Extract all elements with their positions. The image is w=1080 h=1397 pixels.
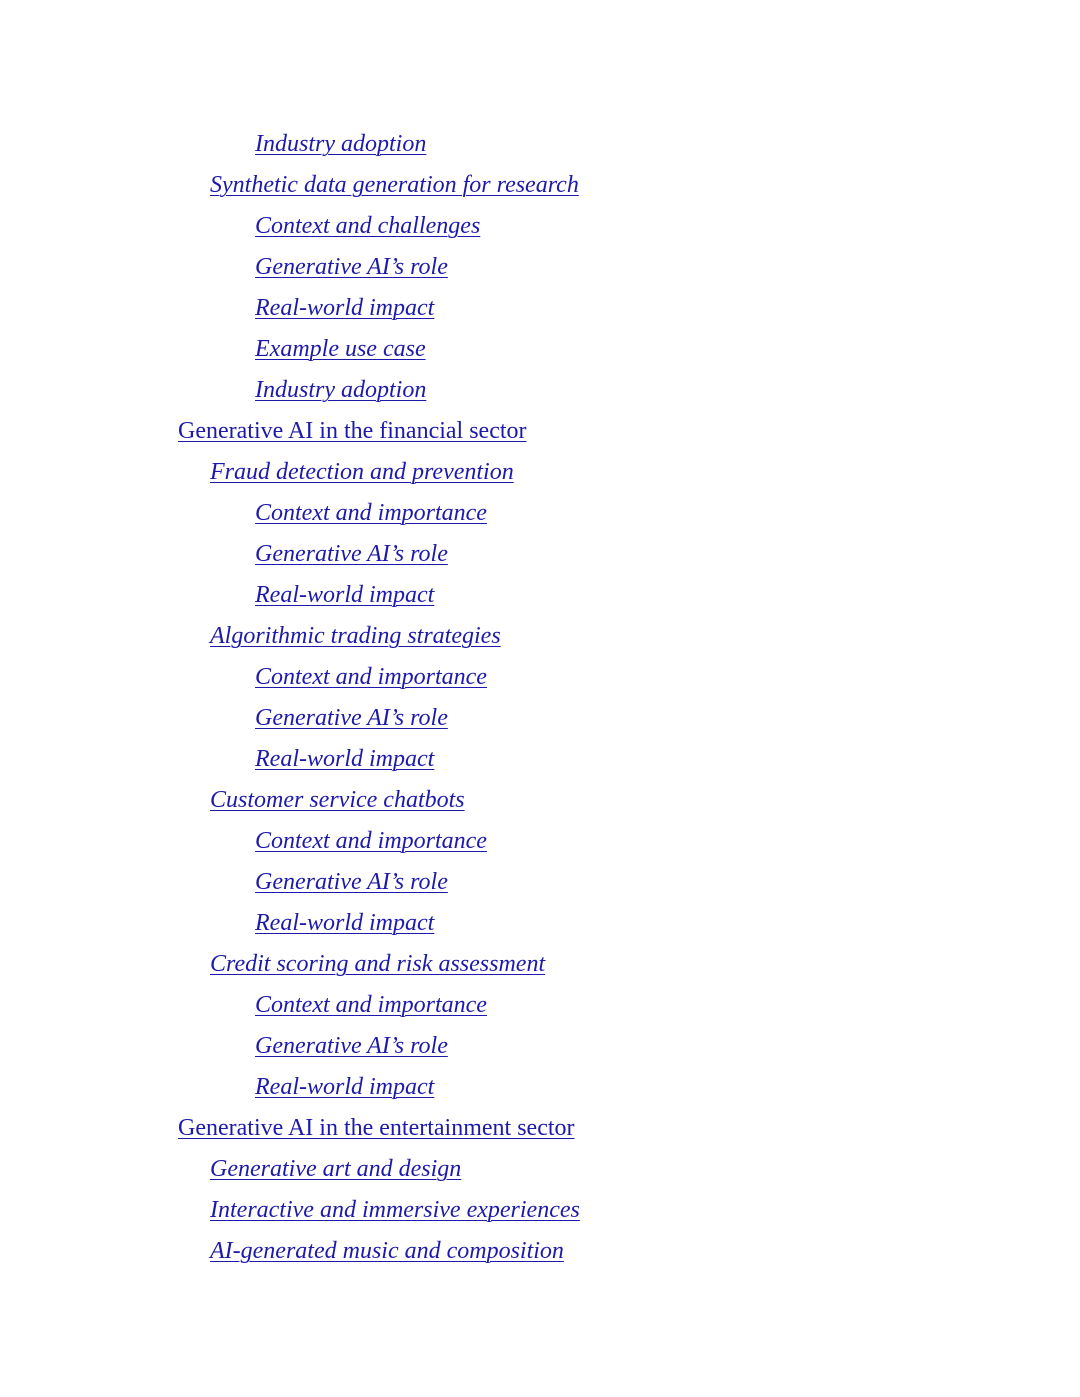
- toc-entry-level-1: [0, 411, 1080, 452]
- toc-link[interactable]: Industry adoption: [255, 377, 427, 403]
- toc-entry-level-1: [0, 1108, 1080, 1149]
- toc-entry-level-3: [0, 1026, 1080, 1067]
- toc-link[interactable]: Example use case: [255, 336, 426, 362]
- toc-entry-level-3: [0, 206, 1080, 247]
- toc-link[interactable]: Generative AI’s role: [255, 254, 448, 280]
- toc-entry-level-2: [0, 165, 1080, 206]
- table-of-contents: [0, 124, 1080, 1272]
- toc-link[interactable]: Fraud detection and prevention: [210, 459, 514, 485]
- toc-entry-level-2: [0, 780, 1080, 821]
- toc-entry-level-2: [0, 452, 1080, 493]
- toc-link[interactable]: Synthetic data generation for research: [210, 172, 579, 198]
- toc-entry-level-3: [0, 698, 1080, 739]
- toc-entry-level-2: [0, 1190, 1080, 1231]
- toc-link[interactable]: AI-generated music and composition: [210, 1238, 564, 1264]
- toc-entry-level-3: [0, 493, 1080, 534]
- toc-entry-level-2: [0, 616, 1080, 657]
- toc-link[interactable]: Industry adoption: [255, 131, 427, 157]
- toc-entry-level-3: [0, 657, 1080, 698]
- toc-entry-level-3: [0, 903, 1080, 944]
- toc-link[interactable]: Generative AI’s role: [255, 869, 448, 895]
- toc-link[interactable]: Interactive and immersive experiences: [210, 1197, 580, 1223]
- toc-entry-level-3: [0, 124, 1080, 165]
- toc-link[interactable]: Generative art and design: [210, 1156, 462, 1182]
- toc-entry-level-3: [0, 862, 1080, 903]
- toc-entry-level-3: [0, 1067, 1080, 1108]
- toc-link[interactable]: Context and importance: [255, 664, 487, 690]
- toc-entry-level-3: [0, 329, 1080, 370]
- toc-link[interactable]: Real-world impact: [255, 582, 435, 608]
- toc-link[interactable]: Context and importance: [255, 992, 487, 1018]
- toc-link[interactable]: Real-world impact: [255, 1074, 435, 1100]
- toc-entry-level-2: [0, 1231, 1080, 1272]
- toc-entry-level-3: [0, 247, 1080, 288]
- toc-link[interactable]: Generative AI in the financial sector: [178, 418, 527, 444]
- toc-entry-level-2: [0, 1149, 1080, 1190]
- toc-entry-level-3: [0, 985, 1080, 1026]
- toc-link[interactable]: Credit scoring and risk assessment: [210, 951, 546, 977]
- toc-entry-level-3: [0, 575, 1080, 616]
- toc-link[interactable]: Context and importance: [255, 828, 487, 854]
- toc-link[interactable]: Generative AI in the entertainment sector: [178, 1115, 575, 1141]
- toc-entry-level-2: [0, 944, 1080, 985]
- toc-link[interactable]: Generative AI’s role: [255, 705, 448, 731]
- toc-link[interactable]: Context and challenges: [255, 213, 481, 239]
- toc-link[interactable]: Customer service chatbots: [210, 787, 465, 813]
- toc-entry-level-3: [0, 739, 1080, 780]
- toc-entry-level-3: [0, 821, 1080, 862]
- toc-link[interactable]: Real-world impact: [255, 295, 435, 321]
- toc-entry-level-3: [0, 370, 1080, 411]
- toc-entry-level-3: [0, 288, 1080, 329]
- toc-link[interactable]: Real-world impact: [255, 910, 435, 936]
- toc-link[interactable]: Algorithmic trading strategies: [210, 623, 501, 649]
- toc-link[interactable]: Context and importance: [255, 500, 487, 526]
- toc-link[interactable]: Generative AI’s role: [255, 1033, 448, 1059]
- toc-link[interactable]: Real-world impact: [255, 746, 435, 772]
- toc-link[interactable]: Generative AI’s role: [255, 541, 448, 567]
- toc-entry-level-3: [0, 534, 1080, 575]
